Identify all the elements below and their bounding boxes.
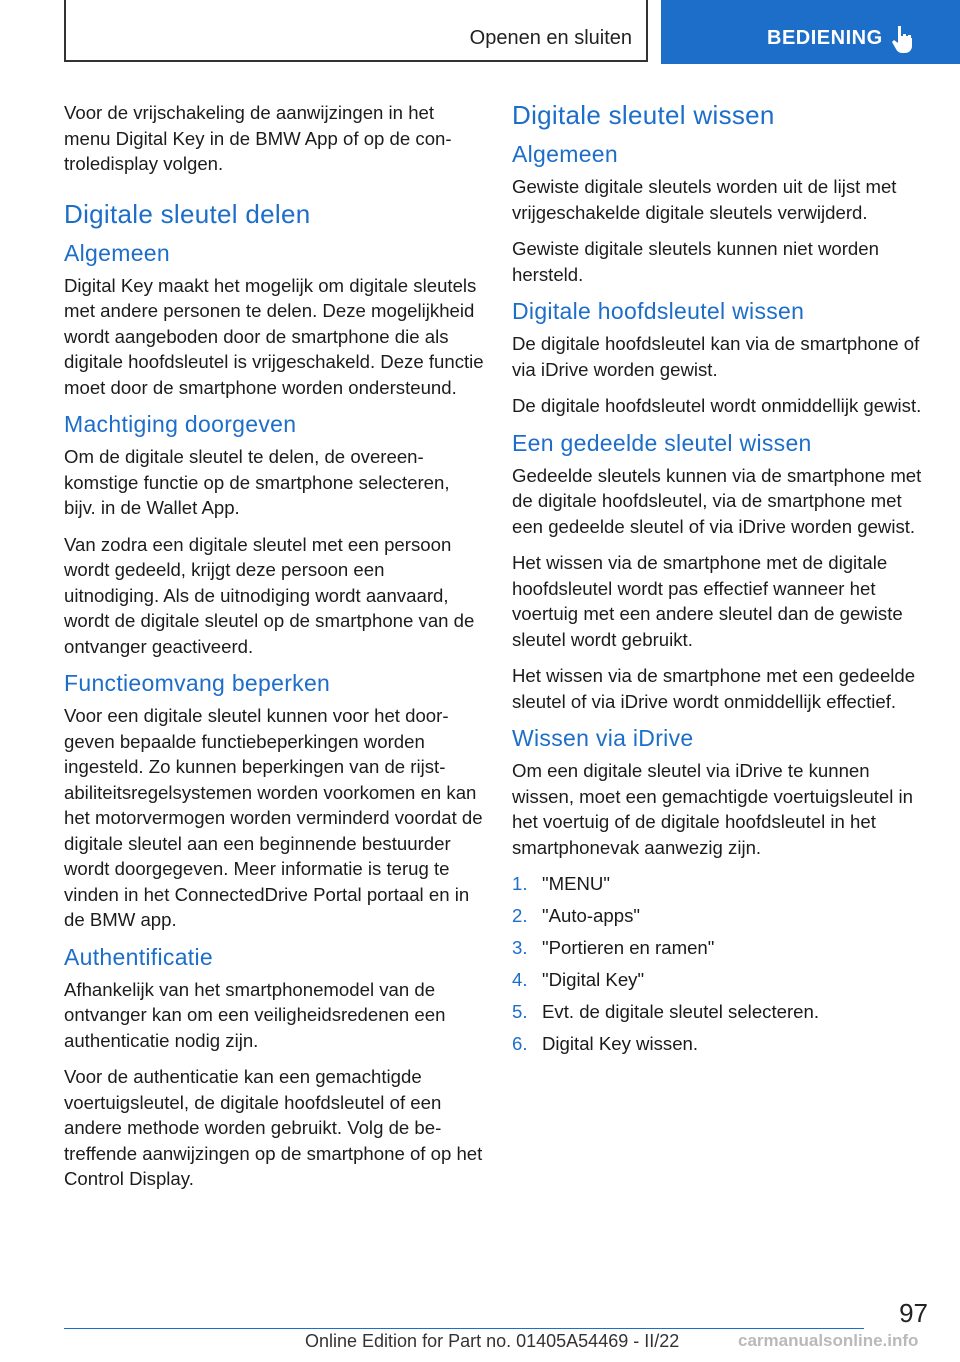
heading-delete-key: Digitale sleutel wissen xyxy=(512,100,775,130)
heading-shared-key: Een gedeelde sleutel wissen xyxy=(512,429,812,456)
step-number: 3. xyxy=(512,937,528,958)
paragraph-master-key-1: De digitale hoofdsleutel kan via de smartphone of via iDrive worden gewist. xyxy=(512,333,920,380)
step-number: 5. xyxy=(512,1001,528,1022)
paragraph-shared-key-1: Gedeelde sleutels kunnen via de smartphone met de digitale hoofdsleutel, via de smartphone met een gedeelde sleutel of via iDrive worden gewist. xyxy=(512,464,922,537)
footer-divider xyxy=(64,1328,864,1329)
list-item xyxy=(512,1031,932,1057)
step-number: 6. xyxy=(512,1033,528,1054)
page-number: 97 xyxy=(899,1298,928,1328)
paragraph-authorization-1: Om de digitale sleutel te delen, de overeenkomstige functie op de smartphone selecteren, bijv. in de Wallet App. xyxy=(64,446,450,518)
section-title: Openen en sluiten xyxy=(469,27,632,49)
paragraph-shared-key-2: Het wissen via de smartphone met de digitale hoofdsleutel wordt pas effectief wanneer het voertuig met een andere sleutel dan de gewiste sleutel wordt gebruikt. xyxy=(512,552,903,650)
heading-limit-functions: Functieomvang beperken xyxy=(64,670,331,696)
watermark: carmanualsonline.info xyxy=(738,1331,919,1350)
step-number: 4. xyxy=(512,969,528,990)
step-text: Digital Key wissen. xyxy=(542,1033,699,1054)
paragraph-authentication-2: Voor de authenticatie kan een gemachtigde voertuigsleutel, de digitale hoofdsleutel of een andere methode worden gebruikt. Volg de betreffende aanwijzingen op de smartphone of op het Control Display. xyxy=(64,1066,483,1189)
paragraph-master-key-2: De digitale hoofdsleutel wordt onmiddellijk gewist. xyxy=(512,395,922,416)
step-number: 2. xyxy=(512,905,528,926)
list-item xyxy=(512,935,932,961)
steps-list xyxy=(512,871,932,1057)
step-text: "Portieren en ramen" xyxy=(542,937,715,958)
paragraph-general-share: Digital Key maakt het mogelijk om digitale sleutels met andere personen te delen. Deze mogelijkheid wordt aangeboden door de smartphone die als digitale hoofdsleutel is vrijgeschakeld. Deze functie moet door de smartphone worden ondersteund. xyxy=(64,274,484,398)
step-text: Evt. de digitale sleutel selecteren. xyxy=(542,1001,819,1022)
paragraph-idrive: Om een digitale sleutel via iDrive te kunnen wissen, moet een gemachtigde voertuigsleutel in het voertuig of de digitale hoofdsleutel in het smartphonevak aanwezig zijn. xyxy=(512,760,914,858)
footer-edition: Online Edition for Part no. 01405A54469 - II/22 xyxy=(305,1331,680,1351)
header-section-box xyxy=(64,0,648,62)
step-number: 1. xyxy=(512,873,528,894)
chapter-title: BEDIENING xyxy=(767,27,883,49)
heading-authorization: Machtiging doorgeven xyxy=(64,411,297,437)
header-chapter-tab xyxy=(661,0,960,64)
heading-master-key: Digitale hoofdsleutel wissen xyxy=(512,298,805,324)
paragraph-limit-functions: Voor een digitale sleutel kunnen voor het doorgeven bepaalde functiebeperkingen worden ingesteld. Zo kunnen beperkingen van de rijstabiliteitsregelsystemen worden voorkomen en kan het motorvermogen worden verminderd voordat de digitale sleutel aan een beginnende bestuurder wordt doorgegeven. Meer informatie is terug te vinden in het ConnectedDrive Portal portaal en in de BMW app. xyxy=(64,705,483,930)
step-text: "Digital Key" xyxy=(542,969,645,990)
heading-idrive: Wissen via iDrive xyxy=(512,725,694,751)
heading-general-share: Algemeen xyxy=(64,239,170,266)
left-column xyxy=(64,100,484,1203)
heading-share-key: Digitale sleutel delen xyxy=(64,198,311,229)
list-item xyxy=(512,967,932,993)
heading-general-delete: Algemeen xyxy=(512,141,618,167)
list-item xyxy=(512,871,932,897)
paragraph-authentication-1: Afhankelijk van het smartphonemodel van de ontvanger kan om een veiligheidsredenen een authenticatie nodig zijn. xyxy=(64,978,446,1051)
paragraph-general-delete-1: Gewiste digitale sleutels worden uit de lijst met vrijgeschakelde digitale sleutels verwijderd. xyxy=(512,176,897,223)
list-item xyxy=(512,999,932,1025)
paragraph-general-delete-2: Gewiste digitale sleutels kunnen niet worden hersteld. xyxy=(512,238,879,285)
pointing-hand-icon xyxy=(891,24,915,54)
step-text: "MENU" xyxy=(542,873,610,894)
step-text: "Auto-apps" xyxy=(542,905,640,926)
right-column xyxy=(512,100,932,1063)
intro-paragraph: Voor de vrijschakeling de aanwijzingen in het menu Digital Key in de BMW App of op de controledisplay volgen. xyxy=(64,102,452,174)
list-item xyxy=(512,903,932,929)
heading-authentication: Authentificatie xyxy=(64,943,213,970)
paragraph-authorization-2: Van zodra een digitale sleutel met een persoon wordt gedeeld, krijgt deze persoon een uitnodiging. Als de uitnodiging wordt aanvaard, wordt de digitale sleutel op de smartphone van de ontvanger geactiveerd. xyxy=(64,533,475,657)
paragraph-shared-key-3: Het wissen via de smartphone met een gedeelde sleutel of via iDrive wordt onmiddellijk effectief. xyxy=(512,665,916,712)
